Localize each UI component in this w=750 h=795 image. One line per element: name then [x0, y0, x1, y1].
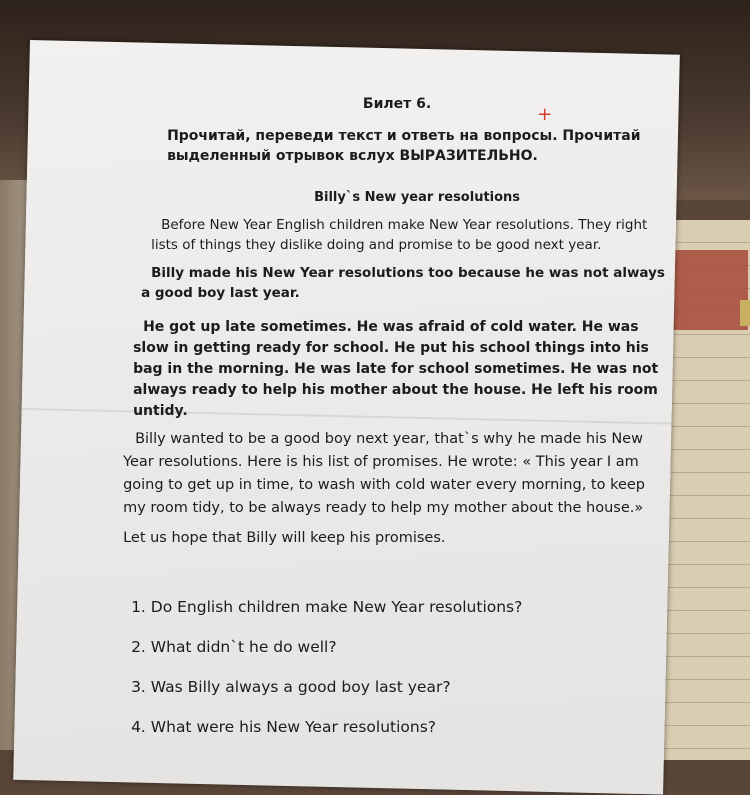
paragraph-5: Let us hope that Billy will keep his promises.: [123, 529, 446, 546]
question-item: 4. What were his New Year resolutions?: [131, 717, 437, 736]
questions-list: [107, 598, 667, 737]
question-item: 3. Was Billy always a good boy last year?: [131, 677, 451, 696]
instruction-text: Прочитай, переведи текст и ответь на вопросы. Прочитай выделенный отрывок вслух ВЫРАЗИТЕЛЬНО.: [167, 127, 641, 164]
grade-mark: +: [537, 103, 553, 125]
paragraph-4: Billy wanted to be a good boy next year, that`s why he made his New Year resolutions. Here is his list of promises. He wrote: « This year I am going to get up in time, to wash with cold water every morning, to keep my room tidy, to be always ready to help my mother about the house.»: [123, 430, 646, 516]
text-title: Billy`s New year resolutions: [314, 189, 521, 205]
worksheet-content: [107, 82, 667, 758]
question-item: 2. What didn`t he do well?: [131, 637, 337, 656]
paragraph-2: Billy made his New Year resolutions too because he was not always a good boy last year.: [141, 264, 665, 301]
paragraph-3-highlighted: He got up late sometimes. He was afraid of cold water. He was slow in getting ready for school. He put his school things into his bag in the morning. He was late for school sometimes. He was not always ready to help his mother about the house. He left his room untidy.: [133, 318, 659, 419]
question-item: 1. Do English children make New Year resolutions?: [131, 597, 523, 616]
ticket-number: Билет 6.: [362, 95, 432, 112]
worksheet-paper: [13, 40, 680, 795]
paragraph-1: Before New Year English children make New Year resolutions. They right lists of things they dislike doing and promise to be good next year.: [151, 216, 648, 253]
background-notebook-tab: [740, 300, 750, 326]
